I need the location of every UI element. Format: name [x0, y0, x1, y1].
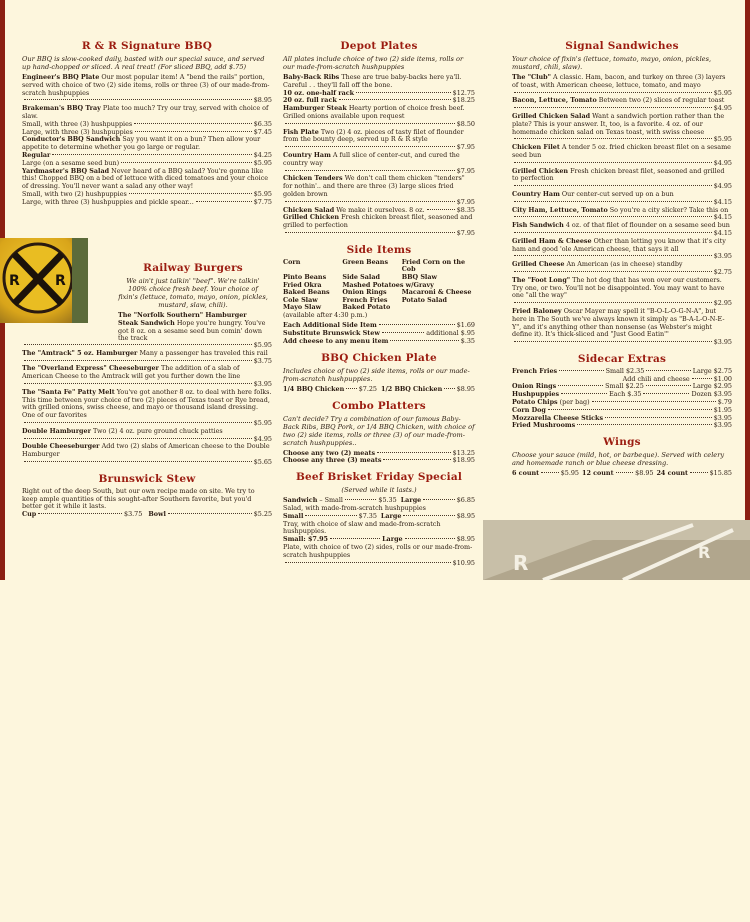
- price-row: $10.95: [283, 560, 475, 568]
- brisket-title: Beef Brisket Friday Special: [295, 471, 463, 484]
- price-row: Fried Mushrooms $3.95: [512, 421, 732, 430]
- menu-item: The "Overland Express" Cheeseburger The addition of a slab of American Cheese to the Amtrack will get you further down the line: [22, 364, 241, 381]
- depot-title: Depot Plates: [340, 40, 418, 52]
- price-row: Corn Dog $1.95: [512, 405, 732, 414]
- price-row: $4.95: [512, 105, 732, 113]
- price-row: Choose any three (3) meats $18.95: [283, 456, 475, 465]
- price-row: Onion Rings Small $2.25 Large $2.95: [512, 382, 732, 391]
- price-row: Chicken Salad We make it ourselves. 8 oz. $8.35: [283, 205, 475, 214]
- price-row: $2.95: [512, 300, 732, 308]
- side-item: BBQ Slaw: [401, 272, 437, 281]
- side-item: Mayo Slaw: [283, 303, 322, 312]
- price-row: Hushpuppies Each $.35 Dozen $3.95: [512, 390, 732, 399]
- railway-header: [118, 262, 268, 343]
- menu-item: Bacon, Lettuce, Tomato Between two (2) slices of regular toast: [512, 96, 725, 105]
- price-row: Small, with three (3) hushpuppies $6.35: [22, 119, 272, 128]
- brisket-intro: (Served while it lasts.): [341, 486, 417, 495]
- price-row: $4.15: [512, 230, 732, 238]
- menu-item: Country Ham A full slice of center-cut, and cured the country way: [283, 150, 460, 167]
- side-item: Onion Rings: [342, 288, 387, 297]
- side-item: Baked Beans: [283, 288, 330, 297]
- menu-item: Yardmaster's BBQ Salad Never heard of a BBQ salad? You're gonna like this! Chopped BBQ on a bed of lettuce with diced tomatoes and your choice of dressing. You'll never want a salad any other way!: [22, 166, 269, 191]
- price-row: 6 count $5.95 12 count $8.95 24 count $15.85: [512, 469, 732, 478]
- extras-title: Sidecar Extras: [577, 352, 667, 365]
- signal-intro: Your choice of fixin's (lettuce, tomato, mayo, onion, pickles, mustard, chili, slaw).: [512, 55, 712, 71]
- menu-item: Chicken Tenders We don't call them chicken "tenders" for nothin'.. and there are three (3) large slices fried golden brown: [283, 174, 465, 198]
- signature-intro: Our BBQ is slow-cooked daily, basted with our special sauce, and served up hand-chopped or sliced. A real treat! (For sliced BBQ, add $.75): [22, 55, 265, 71]
- price-row: 1/4 BBQ Chicken $7.25 1/2 BBQ Chicken $8.95: [283, 384, 475, 393]
- railway-intro: We ain't just talkin' "beef". We're talkin' 100% choice fresh beef. Your choice of fixin's (lettuce, tomato, mayo, onion, pickles, mustard, slaw, chili).: [118, 277, 268, 309]
- bbqchicken-intro: Includes choice of two (2) side items, rolls or our made-from-scratch hushpuppies.: [283, 366, 470, 383]
- price-row: $5.95: [22, 342, 272, 350]
- menu-item: Plate, with choice of two (2) sides, rolls or our made-from-scratch hushpuppies: [283, 543, 473, 559]
- price-row: $7.95: [283, 144, 475, 152]
- depot-intro: All plates include choice of two (2) side items, rolls or our made-from-scratch hushpuppies: [283, 55, 464, 71]
- right-border: [745, 0, 750, 580]
- svg-text:R: R: [9, 273, 20, 289]
- price-row: $8.95: [22, 97, 272, 105]
- menu-item: Baby-Back Ribs These are true baby-backs here ya'll. Careful . . they'll fall off the bone.: [283, 73, 462, 89]
- menu-item: Country Ham Our center-cut served up on a bun: [512, 189, 674, 198]
- price-row: $7.95: [283, 199, 475, 207]
- railway-title: Railway Burgers: [143, 262, 243, 274]
- menu-item: The "Foot Long" The hot dog that has won over our customers. Try one, or two. You'll not be disappointed. You may want to have one "all the way": [512, 275, 725, 300]
- brunswick-title: Brunswick Stew: [98, 472, 196, 485]
- side-item: French Fries: [342, 295, 388, 304]
- svg-text:R: R: [698, 543, 711, 562]
- price-row: $3.95: [22, 381, 272, 389]
- menu-item: Grilled Chicken Fresh chicken breast filet, seasoned and grilled to perfection: [512, 166, 725, 183]
- side-item: Cole Slaw: [283, 295, 318, 304]
- wings-title: Wings: [603, 436, 641, 449]
- bbqchicken-title: BBQ Chicken Plate: [321, 351, 437, 364]
- price-row: $4.95: [512, 160, 732, 168]
- price-row: 20 oz. full rack $18.25: [283, 96, 475, 105]
- price-row: $4.95: [22, 436, 272, 444]
- menu-item: Brakeman's BBQ Tray Plate too much? Try our tray, served with choice of slaw.: [22, 104, 269, 120]
- price-row: Each Additional Side Item $1.69: [283, 321, 475, 330]
- wings-intro: Choose your sauce (mild, hot, or barbeque). Served with celery and homemade ranch or blue cheese dressing.: [512, 451, 725, 468]
- side-item: Macaroni & Cheese: [401, 288, 472, 297]
- price-row: $5.65: [22, 459, 272, 467]
- price-row: Large, with three (3) hushpuppies $7.45: [22, 127, 272, 136]
- side-item: Side Salad: [342, 272, 380, 281]
- price-row: Potato Chips (per bag) $.79: [512, 398, 732, 407]
- price-row: Large, with three (3) hushpuppies and pickle spear... $7.75: [22, 197, 272, 206]
- menu-item: Conductor's BBQ Sandwich Say you want it on a bun? Then allow your appetite to determine whether you go large or regular.: [22, 135, 261, 152]
- menu-item: Hamburger Steak Hearty portion of choice fresh beef. Grilled onions available upon request: [283, 104, 465, 120]
- price-row: $3.75: [22, 358, 272, 366]
- combo-title: Combo Platters: [332, 399, 426, 412]
- price-row: $4.15: [512, 199, 732, 207]
- price-row: $7.95: [283, 230, 475, 238]
- combo-intro: Can't decide? Try a combination of our famous Baby-Back Ribs, BBQ Pork, or 1/4 BBQ Chicken, with choice of two (2) side items, rolls or three (3) of our made-from-scratch hushpuppies..: [283, 414, 475, 447]
- menu-item: Fried Baloney Oscar Mayer may spell it "B-O-L-O-G-N-A", but here in The South we've always known it simply as "B-A-L-O-N-E-Y", and it's anything other than nonsense (as Webster's might define it). It's thick-sliced and "Just Good Eatin'": [512, 306, 725, 339]
- side-item: Fried Corn on the Cob: [401, 257, 466, 274]
- menu-item: The "Santa Fe" Patty Melt You've got another 8 oz. to deal with here folks. This time between your choice of two (2) pieces of Texas toast or Rye bread, with grilled onions, swiss cheese, and mayo or thousand island dressing. One of our favorites: [22, 387, 272, 420]
- side-item: Mashed Potatoes w/Gravy: [342, 280, 434, 289]
- price-row: $7.95: [283, 168, 475, 176]
- menu-item: Engineer's BBQ Plate Our most popular item! A "bend the rails" portion, served with choice of two (2) side items, rolls or three (3) of our made-from-scratch hushpuppies: [22, 73, 270, 97]
- price-row: Sandwich – Small $5.35 Large $6.85: [283, 496, 476, 505]
- price-row: $5.95: [512, 90, 732, 98]
- side-item: Green Beans: [342, 257, 389, 266]
- price-row: Small $7.35 Large $8.95: [283, 511, 476, 520]
- price-row: $4.15: [512, 214, 732, 222]
- price-row: Regular $4.25: [22, 150, 272, 159]
- price-row: $8.50: [283, 121, 475, 129]
- price-row: $2.75: [512, 269, 732, 277]
- menu-item: The "Amtrack" 5 oz. Hamburger Many a passenger has traveled this rail: [22, 348, 268, 357]
- price-row: Large (on a sesame seed bun) $5.95: [22, 158, 272, 167]
- price-row: $3.95: [512, 253, 732, 261]
- menu-item: The "Club" A classic. Ham, bacon, and turkey on three (3) layers of toast, with American cheese, lettuce, tomato, and mayo: [512, 73, 726, 89]
- price-row: $5.95: [512, 136, 732, 144]
- side-item: Corn: [283, 257, 301, 266]
- price-row: Add chili and cheese $1.00: [622, 374, 732, 383]
- menu-item: Double Hamburger Two (2) 4 oz. pure ground chuck patties: [22, 426, 223, 435]
- menu-item: Grilled Ham & Cheese Other than letting you know that it's city ham and good 'ole American cheese, that says it all: [512, 236, 726, 253]
- menu-item: Grilled Chicken Fresh chicken breast filet, seasoned and grilled to perfection: [283, 213, 473, 230]
- signal-title: Signal Sandwiches: [565, 40, 679, 52]
- column-middle: [283, 40, 475, 620]
- side-item: (available after 4:30 p.m.): [283, 310, 368, 319]
- sides-title: Side Items: [346, 243, 412, 256]
- menu-item: Chicken Filet A tender 5 oz. fried chicken breast filet on a sesame seed bun: [512, 143, 731, 159]
- railway-list: [22, 342, 272, 922]
- menu-item: Fish Sandwich 4 oz. of that filet of flounder on a sesame seed bun: [512, 221, 730, 230]
- menu-item: Tray, with choice of slaw and made-from-scratch hushpuppies.: [283, 519, 441, 536]
- side-item: Baked Potato: [342, 303, 391, 312]
- signature-title: R & R Signature BBQ: [81, 40, 213, 52]
- price-row: Choose any two (2) meats $13.25: [283, 448, 475, 457]
- side-item: Potato Salad: [401, 295, 447, 304]
- column-right: [512, 40, 732, 620]
- price-row: Add cheese to any menu item $.35: [283, 337, 475, 346]
- menu-item: Double Cheeseburger Add two (2) slabs of American cheese to the Double Hamburger: [22, 442, 270, 459]
- price-row: $4.95: [512, 183, 732, 191]
- price-row: $3.95: [512, 339, 732, 347]
- menu-item: Fish Plate Two (2) 4 oz. pieces of tasty filet of flounder from the bounty deep, served up R & R style: [283, 127, 464, 144]
- price-row: $5.95: [22, 420, 272, 428]
- price-row: Small, with two (2) hushpuppies $5.95: [22, 189, 272, 198]
- price-row: Cup $3.75 Bowl $5.25: [22, 510, 273, 519]
- menu-item: The "Norfolk Southern" Hamburger Steak Sandwich Hope you're hungry. You've got 8 oz. on a sesame seed bun comin' down the track: [118, 311, 266, 343]
- side-item: Pinto Beans: [283, 272, 327, 281]
- menu-item: Salad, with made-from-scratch hushpuppies: [283, 504, 426, 513]
- svg-text:R: R: [55, 273, 66, 289]
- brunswick-desc: Right out of the deep South, but our own recipe made on site. We try to keep ample quantities of this sought-after Southern favorite, but you'd better get it while it lasts.: [22, 486, 255, 511]
- side-item: Fried Okra: [283, 280, 322, 289]
- side-items-grid: [283, 259, 475, 320]
- menu-item: City Ham, Lettuce, Tomato So you're a city slicker? Take this on: [512, 205, 729, 214]
- price-row: Substitute Brunswick Stew additional $.95: [283, 329, 475, 338]
- menu-item: Grilled Cheese An American (as in cheese) standby: [512, 260, 683, 269]
- menu-item: Grilled Chicken Salad Want a sandwich portion rather than the plate? This is your answer. It, too, is a favorite. 4 oz. of our homemade chicken salad on Texas toast, with swiss cheese: [512, 111, 725, 136]
- price-row: French Fries Small $2.35 Large $2.75: [512, 366, 733, 375]
- price-row: Mozzarella Cheese Sticks $3.95: [512, 413, 732, 422]
- svg-text:R: R: [513, 551, 529, 575]
- price-row: 10 oz. one-half rack $12.75: [283, 88, 475, 97]
- price-row: Small: $7.95 Large $8.95: [283, 535, 475, 544]
